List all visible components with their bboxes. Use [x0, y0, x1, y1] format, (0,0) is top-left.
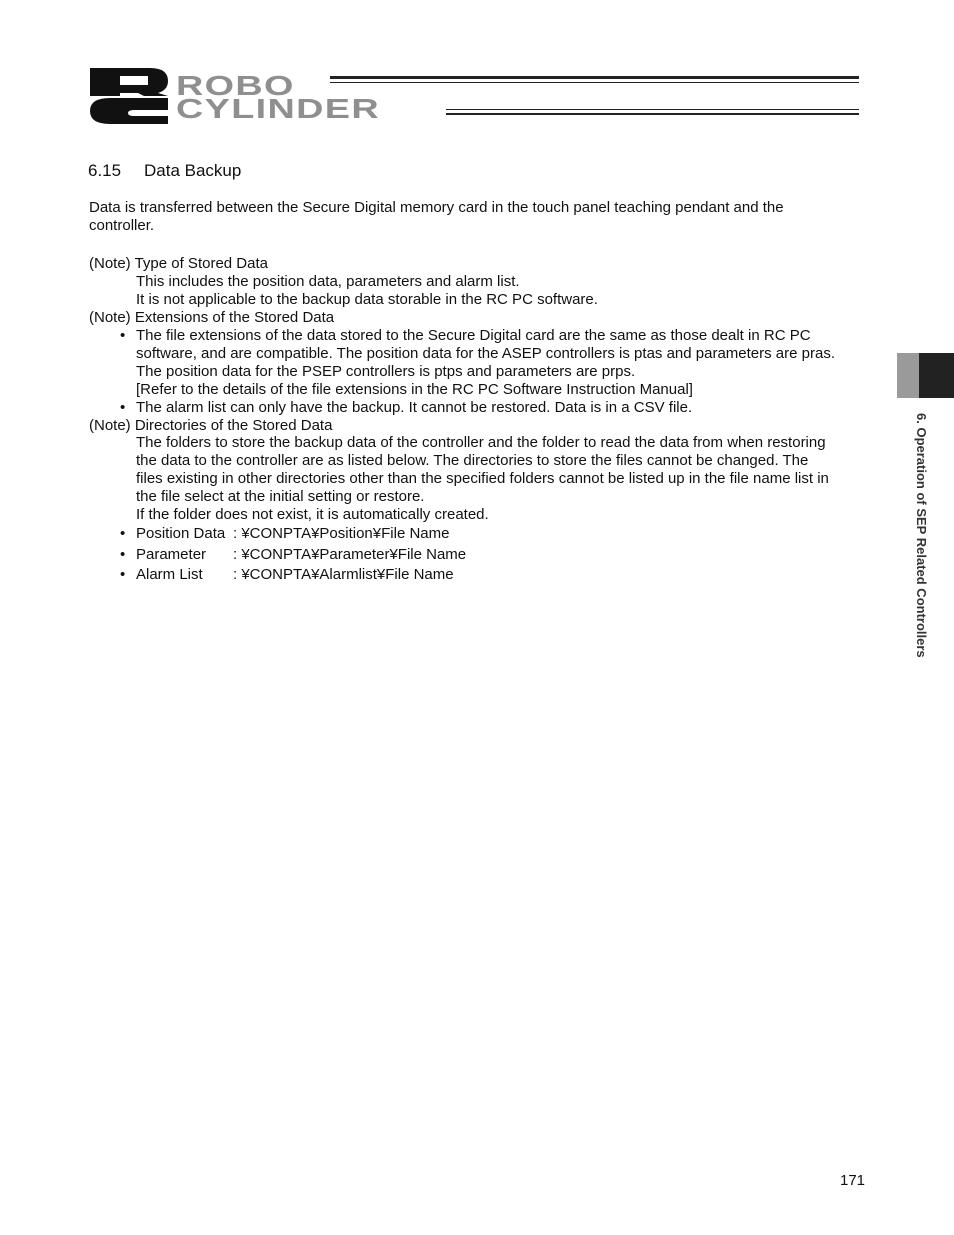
header-rule-bottom-thick [446, 113, 859, 115]
extensions-line-1: The file extensions of the data stored to the Secure Digital card are the same as those dealt in RC PC [136, 327, 811, 344]
directories-line-3: files existing in other directories other than the specified folders cannot be listed up in the file name list in [136, 470, 829, 487]
note-type-line-1: This includes the position data, parameters and alarm list. [136, 273, 520, 290]
directories-line-4: the file select at the initial setting or restore. [136, 488, 425, 505]
extensions-line-4: [Refer to the details of the file extensions in the RC PC Software Instruction Manual] [136, 381, 693, 398]
header-rule-bottom [446, 109, 859, 110]
bullet-dot: • [120, 327, 126, 344]
directories-line-2: the data to the controller are as listed below. The directories to store the files cannot be changed. The [136, 452, 809, 469]
dir-label-parameter: Parameter [136, 546, 207, 563]
dir-path-parameter: : ¥CONPTA¥Parameter¥File Name [233, 546, 467, 563]
note-directories-heading: (Note) Directories of the Stored Data [89, 417, 333, 434]
section-title-text: Data Backup [144, 161, 242, 180]
extensions-line-3: The position data for the PSEP controllers is ptps and parameters are prps. [136, 363, 636, 380]
note-type-heading: (Note) Type of Stored Data [89, 255, 268, 272]
header-rule-top-thin [330, 82, 859, 83]
dir-label-alarm: Alarm List [136, 566, 203, 583]
intro-line-2: controller. [89, 217, 155, 234]
dir-path-alarm: : ¥CONPTA¥Alarmlist¥File Name [233, 566, 454, 583]
alarm-list-line: The alarm list can only have the backup. It cannot be restored. Data is in a CSV file. [136, 399, 693, 416]
chapter-side-label: 6. Operation of SEP Related Controllers [914, 413, 929, 658]
logo-text-cylinder: CYLINDER [176, 93, 381, 124]
section-number: 6.15 [88, 161, 122, 180]
dir-path-position: : ¥CONPTA¥Position¥File Name [233, 525, 450, 542]
bullet-dot: • [120, 525, 126, 542]
directories-line-1: The folders to store the backup data of the controller and the folder to read the data from when restoring [136, 434, 826, 451]
dir-label-position: Position Data [136, 525, 226, 542]
bullet-dot: • [120, 399, 126, 416]
bullet-dot: • [120, 546, 126, 563]
chapter-tab-dark [919, 353, 954, 398]
logo-text-robo: ROBO [176, 70, 295, 101]
intro-line-1: Data is transferred between the Secure Digital memory card in the touch panel teaching pendant and the [89, 199, 784, 216]
chapter-tab-light [897, 353, 919, 398]
header-rule-top [330, 76, 859, 79]
page-number: 171 [840, 1172, 866, 1189]
bullet-dot: • [120, 566, 126, 583]
section-title [88, 161, 241, 181]
directories-line-5: If the folder does not exist, it is automatically created. [136, 506, 489, 523]
rc-logo-icon [88, 68, 170, 124]
note-type-line-2: It is not applicable to the backup data storable in the RC PC software. [136, 291, 598, 308]
extensions-line-2: software, and are compatible. The position data for the ASEP controllers is ptas and parameters are pras. [136, 345, 835, 362]
note-extensions-heading: (Note) Extensions of the Stored Data [89, 309, 335, 326]
